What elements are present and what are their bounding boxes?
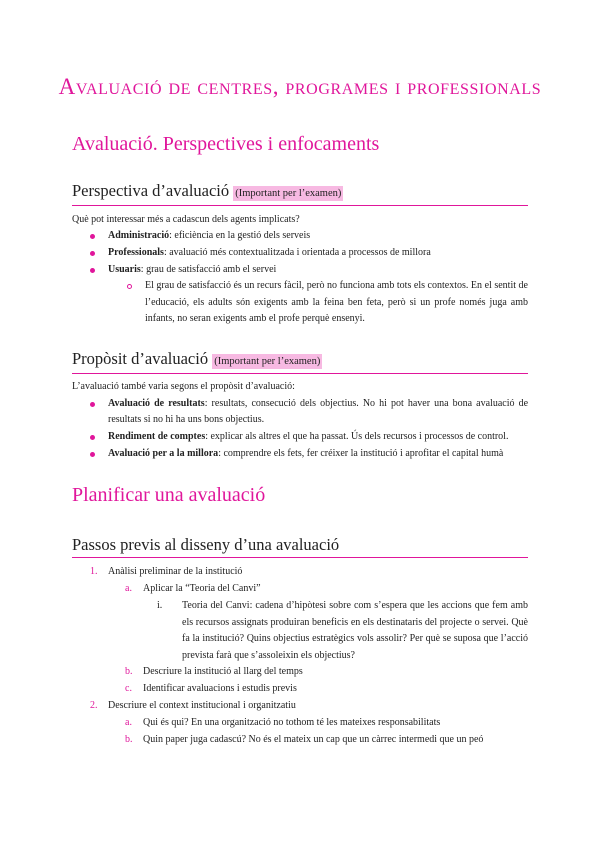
list-item bbox=[108, 228, 528, 244]
subheading-text: Perspectiva d’avaluació bbox=[72, 181, 230, 200]
list-letter: b. bbox=[125, 734, 133, 745]
important-tag: (Important per l’examen) bbox=[235, 188, 342, 199]
heading-rule bbox=[72, 205, 528, 206]
list-item: Anàlisi preliminar de la institució bbox=[108, 566, 243, 577]
item-text: : comprendre els fets, fer créixer la institució i aprofitar el capital humà bbox=[218, 448, 504, 459]
list-item: Descriure la institució al llarg del temps bbox=[143, 666, 303, 677]
bullet-icon bbox=[90, 452, 95, 457]
subheading-text: Propòsit d’avaluació bbox=[72, 349, 209, 368]
list-letter: a. bbox=[125, 717, 132, 728]
intro-text: Què pot interessar més a cadascun dels agents implicats? bbox=[72, 214, 300, 225]
list-item: Aplicar la “Teoria del Canvi” bbox=[143, 583, 261, 594]
item-text: : eficiència en la gestió dels serveis bbox=[169, 230, 311, 241]
subheading-passos: Passos previs al disseny d’una avaluació bbox=[72, 535, 340, 554]
list-roman: i. bbox=[157, 600, 163, 611]
item-term: Avaluació de resultats bbox=[108, 398, 205, 409]
section-heading-planificar: Planificar una avaluació bbox=[72, 484, 266, 506]
item-term: Avaluació per a la millora bbox=[108, 448, 219, 459]
item-text: : grau de satisfacció amb el servei bbox=[140, 264, 277, 275]
item-text: : avaluació més contextualitzada i orientada a processos de millora bbox=[163, 247, 431, 258]
intro-text: L’avaluació també varia segons el propòsit d’avaluació: bbox=[72, 381, 295, 392]
list-item: Identificar avaluacions i estudis previs bbox=[143, 683, 297, 694]
subheading-proposit bbox=[72, 349, 322, 369]
list-item bbox=[108, 396, 528, 428]
list-item: Descriure el context institucional i organitzatiu bbox=[108, 700, 296, 711]
item-term: Professionals bbox=[108, 247, 164, 258]
list-item: Qui és qui? En una organització no tothom té les mateixes responsabilitats bbox=[143, 717, 441, 728]
list-item bbox=[108, 245, 528, 261]
list-item bbox=[108, 262, 528, 278]
bullet-icon bbox=[90, 268, 95, 273]
bullet-icon bbox=[90, 435, 95, 440]
bullet-icon bbox=[90, 402, 95, 407]
item-text: : resultats, consecució dels objectius. No hi pot haver una bona avaluació de resultats si no hi ha uns bons objectius. bbox=[108, 398, 529, 425]
section-heading-perspectives: Avaluació. Perspectives i enfocaments bbox=[72, 133, 380, 155]
bullet-icon bbox=[90, 234, 95, 239]
list-item: Teoria del Canvi: cadena d’hipòtesi sobre com s’espera que les accions que fem amb els recursos assignats produiran beneficis en els destinataris del projecte o servei. Què fa la institució? Quins objectius estratègics vols assolir? Per què se suposa que l’acció prevista farà que s’assoleixin els objectius? bbox=[182, 600, 528, 661]
item-term: Usuaris bbox=[108, 264, 141, 275]
document-title: Avaluació de centres, programes i professionals bbox=[58, 74, 542, 99]
list-number: 1. bbox=[90, 566, 98, 577]
heading-rule bbox=[72, 557, 528, 558]
item-text: : explicar als altres el que ha passat. Ús dels recursos i processos de control. bbox=[205, 431, 509, 442]
list-item: Quin paper juga cadascú? No és el mateix un cap que un càrrec intermedi que un peó bbox=[143, 734, 484, 745]
heading-rule bbox=[72, 373, 528, 374]
list-number: 2. bbox=[90, 700, 98, 711]
list-letter: b. bbox=[125, 666, 133, 677]
subheading-perspectiva bbox=[72, 181, 343, 201]
list-letter: c. bbox=[125, 683, 132, 694]
item-term: Administració bbox=[108, 230, 170, 241]
sub-list-item: El grau de satisfacció és un recurs fàcil, però no funciona amb tots els contextos. En el sentit de l’educació, els adults són exigents amb la feina ben feta, però si un profe només juga amb infants, no seran exigents amb el profe perquè ensenyi. bbox=[145, 280, 528, 324]
item-term: Rendiment de comptes bbox=[108, 431, 206, 442]
bullet-icon bbox=[90, 251, 95, 256]
important-tag: (Important per l’examen) bbox=[214, 356, 321, 367]
circle-bullet-icon bbox=[127, 284, 132, 289]
list-letter: a. bbox=[125, 583, 132, 594]
list-item bbox=[108, 446, 528, 462]
list-item bbox=[108, 429, 528, 445]
